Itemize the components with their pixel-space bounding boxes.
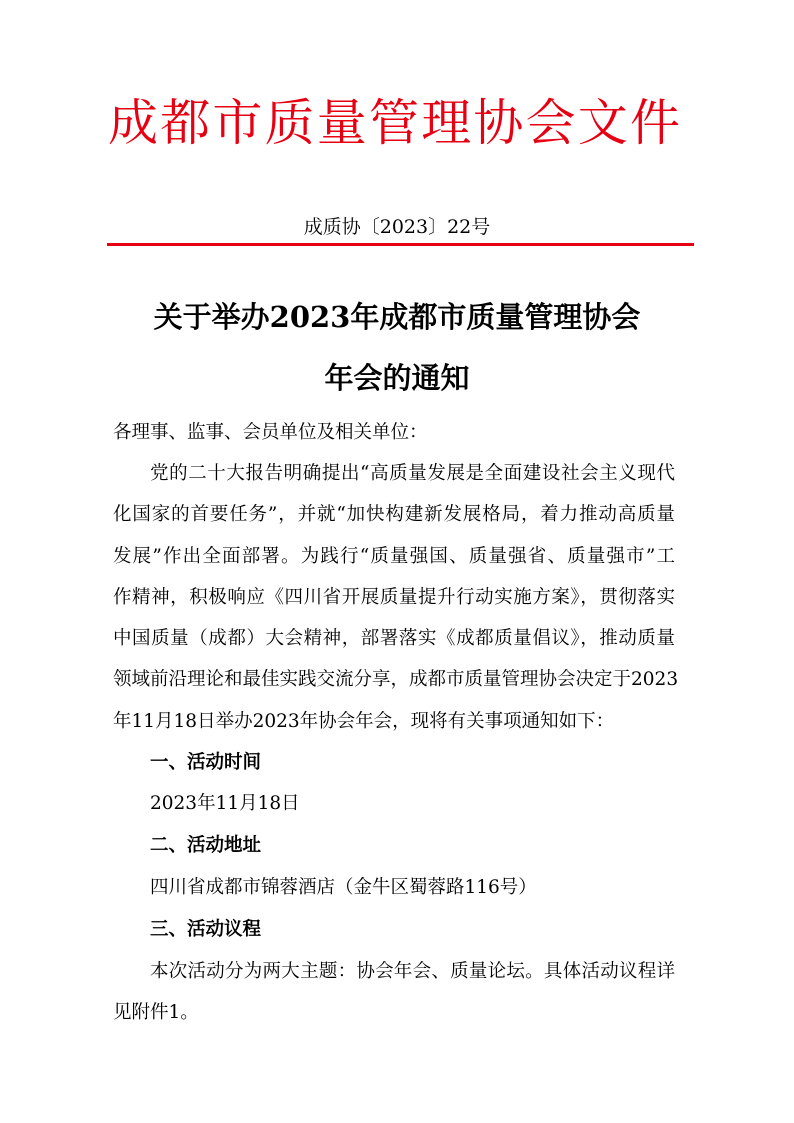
section-heading-agenda: 三、活动议程 [150, 919, 262, 940]
paragraph-line: 发展”作出全面部署。为践行“质量强国、质量强省、质量强市”工 [113, 546, 675, 567]
paragraph-line: 领域前沿理论和最佳实践交流分享，成都市质量管理协会决定于2023 [113, 669, 679, 690]
issuing-organization-title: 成都市质量管理协会文件 [108, 94, 680, 152]
salutation: 各理事、监事、会员单位及相关单位： [113, 422, 428, 443]
section-heading-time: 一、活动时间 [150, 752, 262, 773]
section-heading-address: 二、活动地址 [150, 835, 262, 856]
red-divider-line [107, 243, 694, 246]
document-number: 成质协〔2023〕22号 [303, 216, 491, 238]
agenda-line: 本次活动分为两大主题：协会年会、质量论坛。具体活动议程详 [150, 961, 675, 982]
paragraph-line: 中国质量（成都）大会精神，部署落实《成都质量倡议》，推动质量 [113, 628, 675, 649]
notice-title-line-1: 关于举办2023年成都市质量管理协会 [153, 300, 641, 334]
agenda-line: 见附件1。 [113, 1002, 199, 1023]
paragraph-line: 党的二十大报告明确提出“高质量发展是全面建设社会主义现代 [150, 463, 675, 484]
event-date: 2023年11月18日 [150, 793, 300, 814]
paragraph-line: 化国家的首要任务”，并就“加快构建新发展格局，着力推动高质量 [113, 504, 675, 525]
paragraph-line: 年11月18日举办2023年协会年会，现将有关事项通知如下： [113, 711, 615, 732]
notice-title-line-2: 年会的通知 [324, 361, 470, 395]
event-address: 四川省成都市锦蓉酒店（金牛区蜀蓉路116号） [150, 877, 537, 898]
paragraph-line: 作精神，积极响应《四川省开展质量提升行动实施方案》，贯彻落实 [113, 587, 675, 608]
